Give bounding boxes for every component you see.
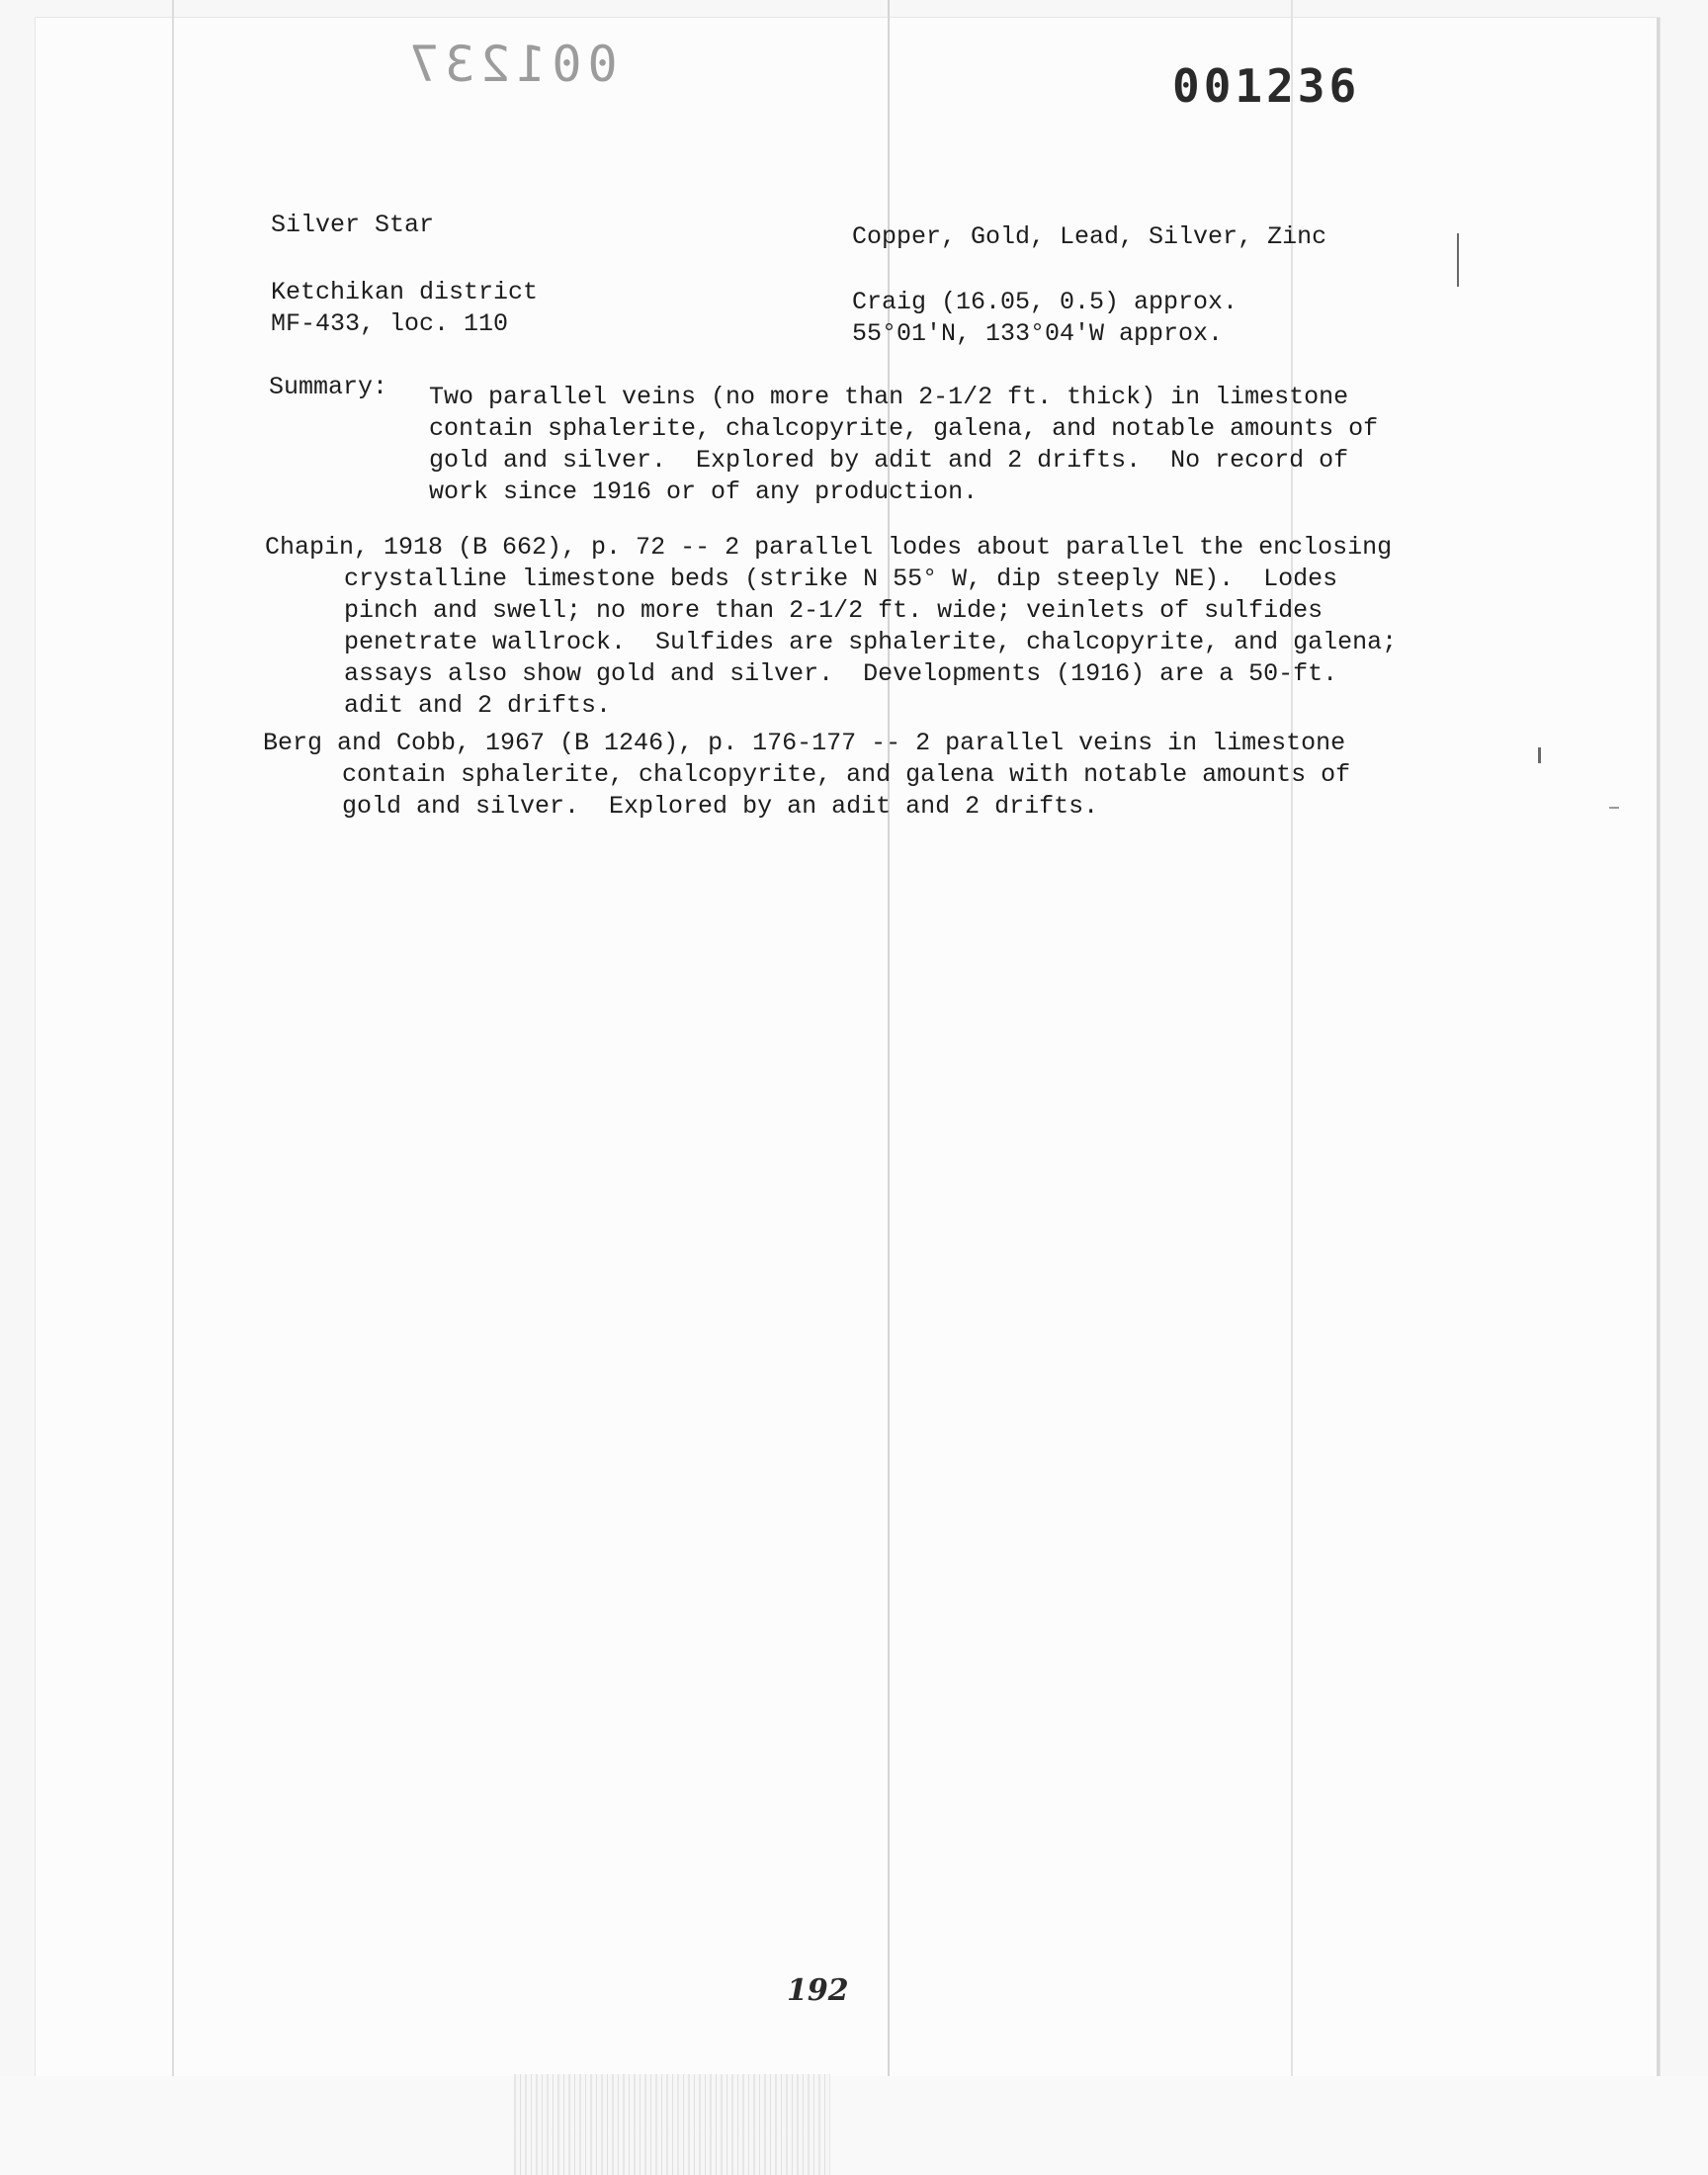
scanner-artifact [514,2074,830,2175]
scan-line-right [1291,0,1293,2175]
map-reference: MF-433, loc. 110 [271,309,509,338]
record-stamp-number: 001236 [1172,59,1361,113]
reference-line: Chapin, 1918 (B 662), p. 72 -- 2 parallel lodes about parallel the enclosing [265,533,1393,562]
ghost-stamp-number: 001237 [403,36,618,93]
commodities: Copper, Gold, Lead, Silver, Zinc [852,222,1327,251]
reference-line: Berg and Cobb, 1967 (B 1246), p. 176-177 -- 2 parallel veins in limestone [263,729,1346,757]
scanner-bed [0,2076,1708,2175]
reference-line: penetrate wallrock. Sulfides are sphalerite, chalcopyrite, and galena; [344,628,1398,656]
reference-berg-cobb [263,728,1350,823]
page-number: 192 [787,1973,849,2008]
reference-line: gold and silver. Explored by an adit and 2 drifts. [342,792,1099,821]
reference-line: contain sphalerite, chalcopyrite, and galena with notable amounts of [342,760,1351,789]
reference-line: assays also show gold and silver. Developments (1916) are a 50-ft. [344,659,1338,688]
quadrangle: Craig (16.05, 0.5) approx. [852,288,1238,316]
margin-mark [1609,807,1619,809]
scan-line-left [172,0,174,2175]
summary-line: gold and silver. Explored by adit and 2 drifts. No record of [429,446,1349,475]
margin-mark [1538,747,1541,763]
summary-text [429,382,1378,508]
margin-mark [1457,233,1459,287]
reference-line: adit and 2 drifts. [344,691,612,720]
district: Ketchikan district [271,278,539,306]
summary-line: contain sphalerite, chalcopyrite, galena, and notable amounts of [429,414,1379,443]
summary-line: Two parallel veins (no more than 2-1/2 ft. thick) in limestone [429,383,1349,411]
reference-line: crystalline limestone beds (strike N 55° W, dip steeply NE). Lodes [344,565,1338,593]
deposit-name: Silver Star [271,211,435,239]
summary-line: work since 1916 or of any production. [429,478,979,506]
reference-chapin [265,532,1397,722]
reference-line: pinch and swell; no more than 2-1/2 ft. wide; veinlets of sulfides [344,596,1324,625]
summary-label: Summary: [269,373,388,401]
coordinates: 55°01'N, 133°04'W approx. [852,319,1224,348]
